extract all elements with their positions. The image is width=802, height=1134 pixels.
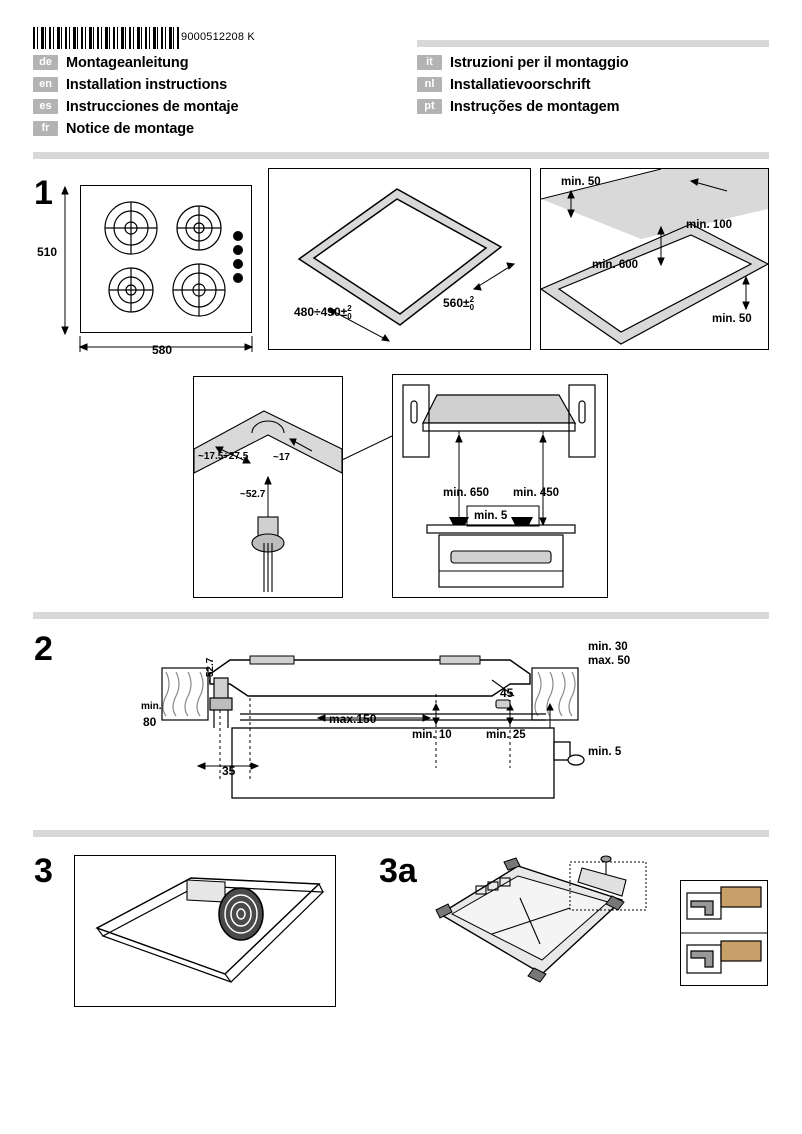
fig2-min-80-label: min. <box>141 701 162 712</box>
fig2-dim-35: 35 <box>222 764 236 778</box>
fig2-max-50: max. 50 <box>588 655 631 667</box>
clearance-min-600: min. 600 <box>592 259 639 271</box>
language-tag: es <box>33 99 58 114</box>
language-tag: en <box>33 77 58 92</box>
step-3a-number: 3a <box>379 852 417 890</box>
language-title: Istruzioni per il montaggio <box>450 54 629 71</box>
min-5-callout-box <box>466 505 540 527</box>
fig2-angle-45: 45 <box>500 686 514 700</box>
language-tag: it <box>417 55 442 70</box>
clearance-min-50-right: min. 50 <box>712 313 752 325</box>
corner-dimension-c: ~52.7 <box>240 489 266 500</box>
figure-cutout <box>268 168 531 350</box>
figure-bracket-detail <box>680 880 768 986</box>
fig2-max-150: max.150 <box>329 712 377 726</box>
fig2-min-10: min. 10 <box>412 729 452 741</box>
language-row-fr <box>33 119 238 138</box>
cutout-width-dimension: 480÷490± 2 0 <box>294 304 352 321</box>
fig2-min-30: min. 30 <box>588 641 628 653</box>
language-list-left <box>33 53 238 141</box>
language-title: Installation instructions <box>66 76 228 93</box>
language-title: Installatievoorschrift <box>450 76 591 93</box>
figure-seal-application <box>74 855 336 1007</box>
language-row-es <box>33 97 238 116</box>
language-title: Montageanleitung <box>66 54 189 71</box>
language-title: Notice de montage <box>66 120 195 137</box>
language-tag: fr <box>33 121 58 136</box>
divider-section-1 <box>33 152 769 159</box>
language-row-it <box>417 53 629 72</box>
language-tag: de <box>33 55 58 70</box>
hood-min-450: min. 450 <box>513 487 560 499</box>
clearance-min-100: min. 100 <box>686 219 733 231</box>
figure-hood-clearance <box>392 374 608 598</box>
clearance-min-50-top: min. 50 <box>561 176 601 188</box>
step-1-number: 1 <box>34 174 53 212</box>
hob-dimension-arrows <box>56 182 266 357</box>
language-row-en <box>33 75 238 94</box>
fig2-min-5: min. 5 <box>588 746 622 758</box>
divider-section-3 <box>33 830 769 837</box>
language-tag: nl <box>417 77 442 92</box>
language-row-pt <box>417 97 629 116</box>
barcode-number: 9000512208 K <box>181 31 255 43</box>
fig2-min-80-value: 80 <box>143 715 157 729</box>
corner-dimension-b: ~17 <box>273 452 290 463</box>
cutout-depth-dimension: 560± 2 0 <box>443 295 475 312</box>
fig2-min-25: min. 25 <box>486 729 526 741</box>
language-tag: pt <box>417 99 442 114</box>
language-title: Instruções de montagem <box>450 98 620 115</box>
corner-dimension-a: ~17.5÷27.5 <box>198 451 249 462</box>
language-list-right <box>417 53 629 119</box>
step-2-number: 2 <box>34 630 53 668</box>
hood-min-650: min. 650 <box>443 487 490 499</box>
hob-width-dimension: 580 <box>152 343 173 357</box>
divider-section-2 <box>33 612 769 619</box>
hob-height-dimension: 510 <box>37 245 58 259</box>
language-row-nl <box>417 75 629 94</box>
language-title: Instrucciones de montaje <box>66 98 239 115</box>
fig2-depth-52-7: ~52.7 <box>205 657 216 683</box>
hood-min-5: min. 5 <box>474 510 508 522</box>
detail-connector <box>340 430 396 470</box>
language-row-de <box>33 53 238 72</box>
figure-corner-detail <box>193 376 343 598</box>
divider-top-right <box>417 40 769 47</box>
barcode-image <box>33 27 181 49</box>
figure-hob-underside <box>430 852 660 1012</box>
step-3-number: 3 <box>34 852 53 890</box>
